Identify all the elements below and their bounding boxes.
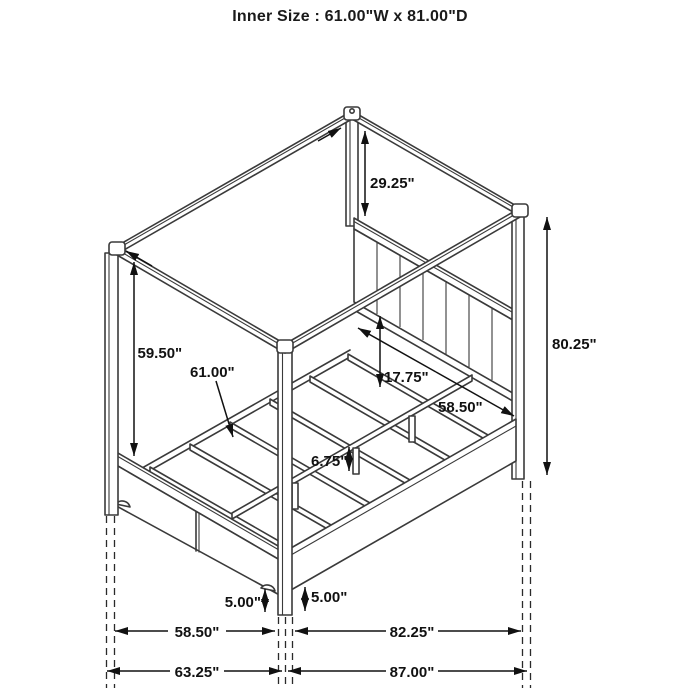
front-post (278, 351, 292, 615)
dim-label-overall-width: 63.25" (174, 664, 220, 681)
dim-label-clearance-right: 5.00" (311, 589, 348, 606)
dim-label-headboard-clearance: 17.75" (384, 369, 429, 386)
dim-label-clearance-left: 5.00" (224, 594, 261, 611)
dim-clearance-right (305, 587, 347, 611)
slat-platform (121, 350, 516, 590)
dim-label-headboard-width: 58.50" (438, 399, 483, 416)
dim-frame-height (134, 262, 182, 456)
dim-overall-width (107, 664, 282, 681)
back-post (346, 118, 358, 226)
dim-depth-bottom (295, 624, 521, 641)
dim-overall-depth (288, 664, 527, 681)
dim-label-width-bottom: 58.50" (174, 624, 220, 641)
footboard-drawers (111, 449, 285, 598)
dim-label-overall-depth: 87.00" (389, 664, 435, 681)
dim-overall-height (547, 217, 597, 475)
dim-label-inner-width: 61.00" (190, 364, 235, 381)
dim-label-depth-bottom: 82.25" (389, 624, 435, 641)
dim-label-canopy-to-headboard: 29.25" (370, 175, 415, 192)
dim-label-leg-height: 6.75" (311, 453, 348, 470)
left-post (105, 253, 118, 515)
dim-width-bottom (115, 624, 275, 641)
dim-clearance-left (225, 589, 265, 612)
inner-size-title: Inner Size : 61.00"W x 81.00"D (232, 8, 468, 25)
inner-size-arrows (126, 128, 341, 266)
dim-label-frame-height: 59.50" (137, 345, 183, 362)
right-side-rail (291, 419, 516, 590)
dim-label-overall-height: 80.25" (552, 336, 597, 353)
